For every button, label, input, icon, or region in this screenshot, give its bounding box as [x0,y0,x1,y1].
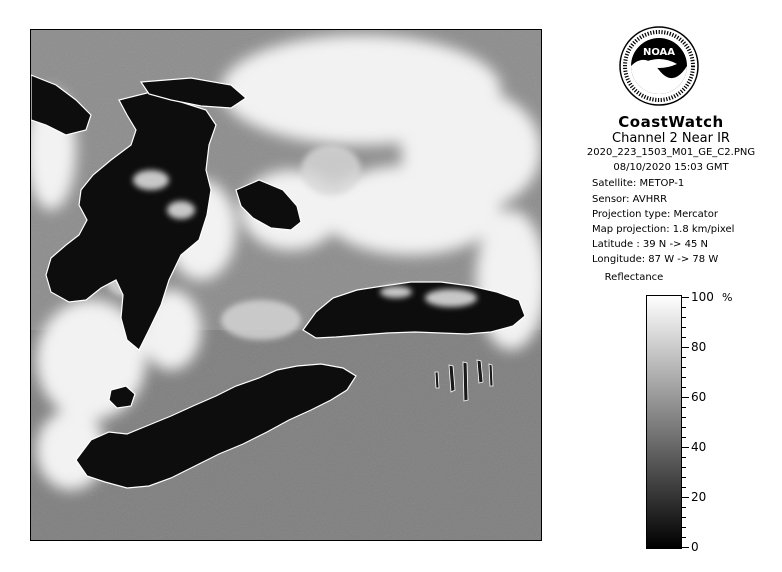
colorbar-minor-tick [682,527,686,528]
colorbar-title: Reflectance [604,272,664,283]
colorbar-minor-tick [682,377,686,378]
colorbar-minor-tick [682,427,686,428]
colorbar-major-tick [682,547,689,548]
colorbar-minor-tick [682,457,686,458]
colorbar-minor-tick [682,477,686,478]
colorbar-tick-label: 60 [691,390,707,404]
latitude-range: Latitude : 39 N -> 45 N [592,239,708,250]
colorbar-major-tick [682,347,689,348]
map-projection: Map projection: 1.8 km/pixel [592,224,735,235]
colorbar-unit: % [722,291,733,304]
colorbar-minor-tick [682,367,686,368]
logo-text: NOAA [642,47,676,58]
file-name: 2020_223_1503_M01_GE_C2.PNG [586,147,756,158]
colorbar-minor-tick [682,537,686,538]
colorbar-major-tick [682,447,689,448]
noaa-logo [619,24,699,108]
colorbar-minor-tick [682,517,686,518]
colorbar-major-tick [682,297,689,298]
colorbar-tick-label: 40 [691,440,707,454]
colorbar-minor-tick [682,407,686,408]
colorbar-minor-tick [682,307,686,308]
colorbar-tick-label: 100 [691,290,714,304]
acquisition-datetime: 08/10/2020 15:03 GMT [613,162,729,173]
colorbar-minor-tick [682,337,686,338]
colorbar-minor-tick [682,357,686,358]
colorbar-minor-tick [682,417,686,418]
sensor-info: Sensor: AVHRR [592,194,668,205]
satellite-map [31,30,541,540]
colorbar-tick-label: 20 [691,490,707,504]
colorbar-minor-tick [682,487,686,488]
satellite-image [30,29,542,541]
colorbar-minor-tick [682,437,686,438]
colorbar-minor-tick [682,467,686,468]
colorbar-major-tick [682,497,689,498]
noaa-logo-icon [619,24,699,108]
colorbar-minor-tick [682,317,686,318]
product-title: CoastWatch [618,113,724,131]
longitude-range: Longitude: 87 W -> 78 W [592,254,719,265]
projection-type: Projection type: Mercator [592,209,718,220]
colorbar-minor-tick [682,327,686,328]
colorbar-major-tick [682,397,689,398]
colorbar-minor-tick [682,387,686,388]
satellite-info: Satellite: METOP-1 [592,178,685,189]
colorbar-tick-label: 80 [691,340,707,354]
channel-name: Channel 2 Near IR [612,131,730,146]
colorbar [646,295,682,549]
colorbar-minor-tick [682,507,686,508]
colorbar-tick-label: 0 [691,540,699,554]
